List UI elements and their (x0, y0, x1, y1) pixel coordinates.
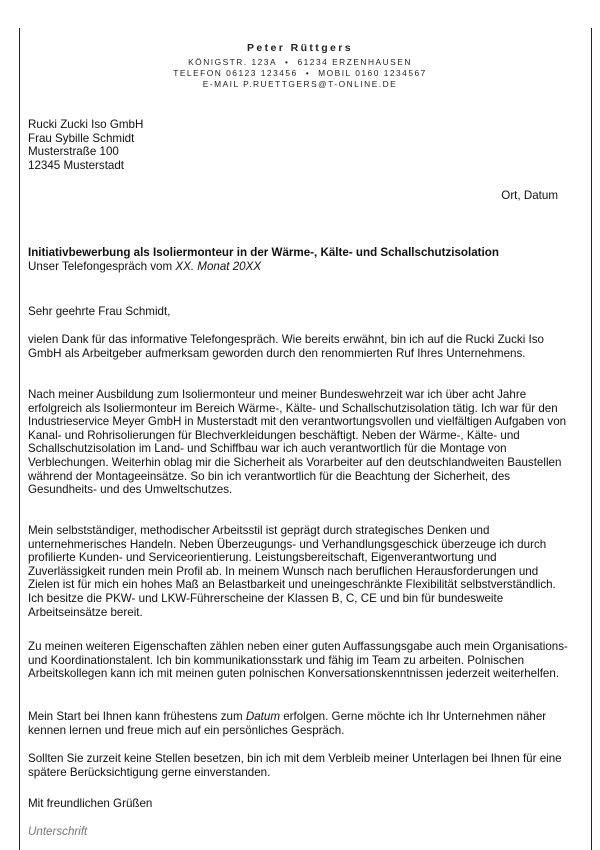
sender-city: 61234 ERZENHAUSEN (297, 57, 412, 67)
letter-date: Ort, Datum (501, 189, 558, 202)
sender-phone-line (0, 68, 600, 79)
sender-mobile: MOBIL 0160 1234567 (318, 68, 427, 78)
recipient-company: Rucki Zucki Iso GmbH (28, 118, 144, 131)
subject-reference-prefix: Unser Telefongespräch vom (28, 259, 176, 273)
recipient-city: 12345 Musterstadt (28, 158, 125, 172)
start-date-text-a: Mein Start bei Ihnen kann frühestens zum (28, 710, 246, 723)
sender-name: Peter Rüttgers (247, 42, 353, 54)
separator-dot: • (305, 68, 311, 78)
subject-title: Initiativbewerbung als Isoliermonteur in der Wärme-, Kälte- und Schallschutzisolation (28, 246, 499, 259)
start-date-placeholder: Datum (245, 710, 280, 723)
sender-email: E-MAIL P.RUETTGERS@T-ONLINE.DE (202, 79, 398, 89)
salutation: Sehr geehrte Frau Schmidt, (28, 305, 171, 318)
paragraph-start-date (28, 710, 568, 737)
page-border-right (591, 28, 592, 850)
paragraph-no-vacancy: Sollten Sie zurzeit keine Stellen besetzen, bin ich mit dem Verbleib meiner Unterlagen bei Ihnen für eine spätere Berücksichtigung gerne einverstanden. (28, 752, 562, 779)
subject-block (28, 246, 568, 273)
sender-address-line (0, 57, 600, 68)
recipient-person: Frau Sybille Schmidt (28, 131, 135, 145)
paragraph-qualities: Zu meinen weiteren Eigenschaften zählen neben einer guten Auffassungsgabe auch mein Organisations- und Koordinationstalent. Ich bin kommunikationsstark und fähig im Team zu arbeiten. Polnischen Arbeitskollegen kann ich mit meinen guten polnischen Konversationskenntnissen jederzeit weiterhelfen. (28, 640, 568, 681)
paragraph-experience: Nach meiner Ausbildung zum Isoliermonteur und meiner Bundeswehrzeit war ich über acht Jahre erfolgreich als Isoliermonteur im Bereich Wärme-, Kälte- und Schallschutzisolation tätig. Ich war für den Industrieservice Meyer GmbH in Musterstadt mit den verantwortungsvollen und vielfältigen Aufgaben von Kanal- und Rohrisolierungen für Blechverkleidungen beschäftigt. Neben der Wärme-, Kälte- und Schallschutzisolation im Land- und Schiffbau war ich auch verantwortlich für die Montage von Verblechungen. Weiterhin oblag mir die Sicherheit als Vorarbeiter auf den deutschlandweiten Baustellen während der Montageeinsätze. So bin ich verantwortlich für die Beachtung der Sicherheit, des Gesundheits- und des Umweltschutzes. (28, 388, 567, 497)
page-border-left (19, 28, 20, 850)
recipient-street: Musterstraße 100 (28, 145, 119, 159)
separator-dot: • (285, 57, 290, 67)
signature: Unterschrift (28, 825, 88, 838)
start-date-text-b: erfolgen. Gerne möchte ich Ihr Unternehmen näher kennen lernen und freue mich auf ein persönliches Gespräch. (28, 710, 547, 737)
paragraph-skills: Mein selbstständiger, methodischer Arbeitsstil ist geprägt durch strategisches Denken und unternehmerisches Handeln. Neben Überzeugungs- und Verhandlungsgeschick überzeuge ich durch profilierte Kunden- und Serviceorientierung. Leistungsbereitschaft, Eigenverantwortung und Zuverlässigkeit runden mein Profil ab. In meinem Wunsch nach beruflichen Herausforderungen und Zielen ist für mich ein hohes Maß an Belastbarkeit und uneingeschränkte Flexibilität selbstverständlich. Ich besitze die PKW- und LKW-Führerscheine der Klassen B, C, CE und bin für bundesweite Arbeitseinsätze bereit. (28, 524, 556, 619)
paragraph-intro: vielen Dank für das informative Telefongespräch. Wie bereits erwähnt, bin ich auf die Rucki Zucki Iso GmbH als Arbeitgeber aufmerksam geworden durch den renommierten Ruf Ihres Unternehmens. (28, 333, 544, 360)
sender-phone: TELEFON 06123 123456 (173, 68, 298, 78)
sender-street: KÖNIGSTR. 123A (188, 57, 278, 67)
subject-reference (28, 260, 568, 274)
recipient-address (28, 118, 568, 172)
subject-reference-date: XX. Monat 20XX (175, 259, 262, 273)
closing-phrase: Mit freundlichen Grüßen (28, 797, 153, 810)
